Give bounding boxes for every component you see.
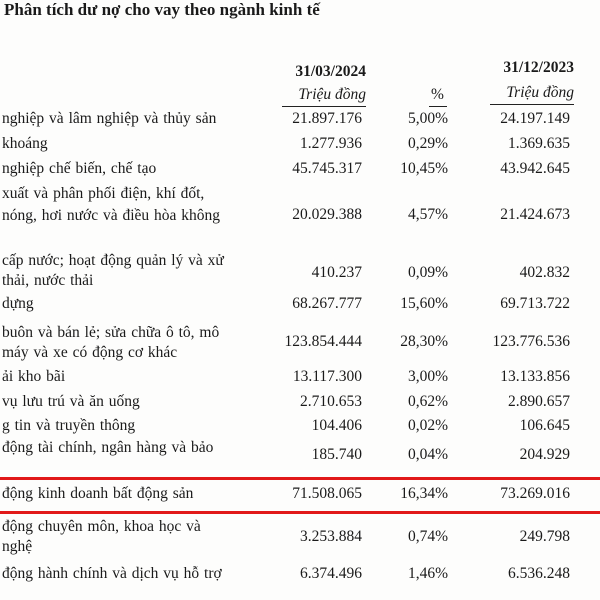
underline-2023 xyxy=(490,104,574,105)
row-label-line: cấp nước; hoạt động quản lý và xử xyxy=(2,252,224,269)
value-2023: 73.269.016 xyxy=(500,485,570,502)
column-date-2024: 31/03/2024 xyxy=(295,63,366,80)
row-label-line: nghiệp và lâm nghiệp và thủy sản xyxy=(2,110,217,127)
value-2024: 6.374.496 xyxy=(300,565,362,582)
row-label xyxy=(2,484,257,504)
value-2023: 123.776.536 xyxy=(492,333,570,350)
row-label xyxy=(2,183,257,227)
row-label-line: máy và xe có động cơ khác xyxy=(2,344,178,361)
percent-header: % xyxy=(431,86,444,103)
row-label xyxy=(2,323,257,363)
highlight-line-bottom xyxy=(0,511,600,514)
value-2023: 69.713.722 xyxy=(500,295,570,312)
value-2024: 20.029.388 xyxy=(292,206,362,223)
value-2024: 45.745.317 xyxy=(292,160,362,177)
value-percent: 0,29% xyxy=(407,135,448,152)
row-label-line: động tài chính, ngân hàng và bảo xyxy=(2,439,214,456)
value-2024: 185.740 xyxy=(311,446,362,463)
value-2024: 104.406 xyxy=(311,417,362,434)
row-label xyxy=(2,294,257,314)
value-percent: 10,45% xyxy=(400,160,448,177)
value-percent: 0,04% xyxy=(407,446,448,463)
row-label-line: thải, nước thải xyxy=(2,272,94,289)
row-label-line: khoáng xyxy=(2,135,48,152)
value-2024: 68.267.777 xyxy=(292,295,362,312)
value-2024: 1.277.936 xyxy=(300,135,362,152)
row-label-line: buôn và bán lẻ; sửa chữa ô tô, mô xyxy=(2,324,220,341)
value-percent: 0,62% xyxy=(407,393,448,410)
unit-label-2024: Triệu đồng xyxy=(298,86,366,103)
value-percent: 3,00% xyxy=(407,368,448,385)
value-2023: 1.369.635 xyxy=(508,135,570,152)
value-2023: 249.798 xyxy=(519,528,570,545)
value-2023: 13.133.856 xyxy=(500,368,570,385)
row-label-line: động kinh doanh bất động sản xyxy=(2,485,194,502)
row-label xyxy=(2,251,257,291)
value-2024: 410.237 xyxy=(311,264,362,281)
value-2024: 2.710.653 xyxy=(300,393,362,410)
value-2024: 21.897.176 xyxy=(292,110,362,127)
row-label-line: động chuyên môn, khoa học và xyxy=(2,518,201,535)
value-2023: 21.424.673 xyxy=(500,206,570,223)
row-label xyxy=(2,438,257,458)
value-percent: 15,60% xyxy=(400,295,448,312)
row-label-line: nghệ xyxy=(2,538,33,555)
value-2023: 6.536.248 xyxy=(508,565,570,582)
column-date-2023: 31/12/2023 xyxy=(503,59,574,76)
value-2024: 13.117.300 xyxy=(292,368,362,385)
row-label xyxy=(2,392,257,412)
row-label-line: nóng, hơi nước và điều hòa không xyxy=(2,207,221,224)
value-2023: 43.942.645 xyxy=(500,160,570,177)
row-label-line: nghiệp chế biến, chế tạo xyxy=(2,160,157,177)
value-2023: 106.645 xyxy=(519,417,570,434)
value-percent: 0,74% xyxy=(407,528,448,545)
value-2024: 123.854.444 xyxy=(284,333,362,350)
row-label xyxy=(2,159,257,179)
value-percent: 28,30% xyxy=(400,333,448,350)
row-label-line: vụ lưu trú và ăn uống xyxy=(2,393,140,410)
value-percent: 1,46% xyxy=(407,565,448,582)
value-percent: 5,00% xyxy=(407,110,448,127)
row-label-line: xuất và phân phối điện, khí đốt, xyxy=(2,185,205,202)
value-percent: 0,09% xyxy=(407,264,448,281)
row-label xyxy=(2,564,257,584)
value-2024: 71.508.065 xyxy=(292,485,362,502)
row-label xyxy=(2,134,257,154)
unit-label-2023: Triệu đồng xyxy=(506,84,574,101)
value-percent: 4,57% xyxy=(407,206,448,223)
underline-2024 xyxy=(282,106,366,107)
section-title: Phân tích dư nợ cho vay theo ngành kinh tế xyxy=(4,0,320,19)
row-label xyxy=(2,517,257,557)
value-2024: 3.253.884 xyxy=(300,528,362,545)
row-label xyxy=(2,109,257,129)
row-label-line: g tin và truyền thông xyxy=(2,417,136,434)
value-2023: 24.197.149 xyxy=(500,110,570,127)
value-2023: 204.929 xyxy=(519,446,570,463)
row-label xyxy=(2,416,257,436)
underline-percent xyxy=(429,106,447,107)
row-label-line: ải kho bãi xyxy=(2,368,66,385)
row-label-line: dựng xyxy=(2,295,34,312)
row-label-line: động hành chính và dịch vụ hỗ trợ xyxy=(2,565,222,582)
value-2023: 402.832 xyxy=(519,264,570,281)
highlight-line-top xyxy=(0,477,600,480)
value-2023: 2.890.657 xyxy=(508,393,570,410)
row-label xyxy=(2,367,257,387)
value-percent: 16,34% xyxy=(400,485,448,502)
value-percent: 0,02% xyxy=(407,417,448,434)
